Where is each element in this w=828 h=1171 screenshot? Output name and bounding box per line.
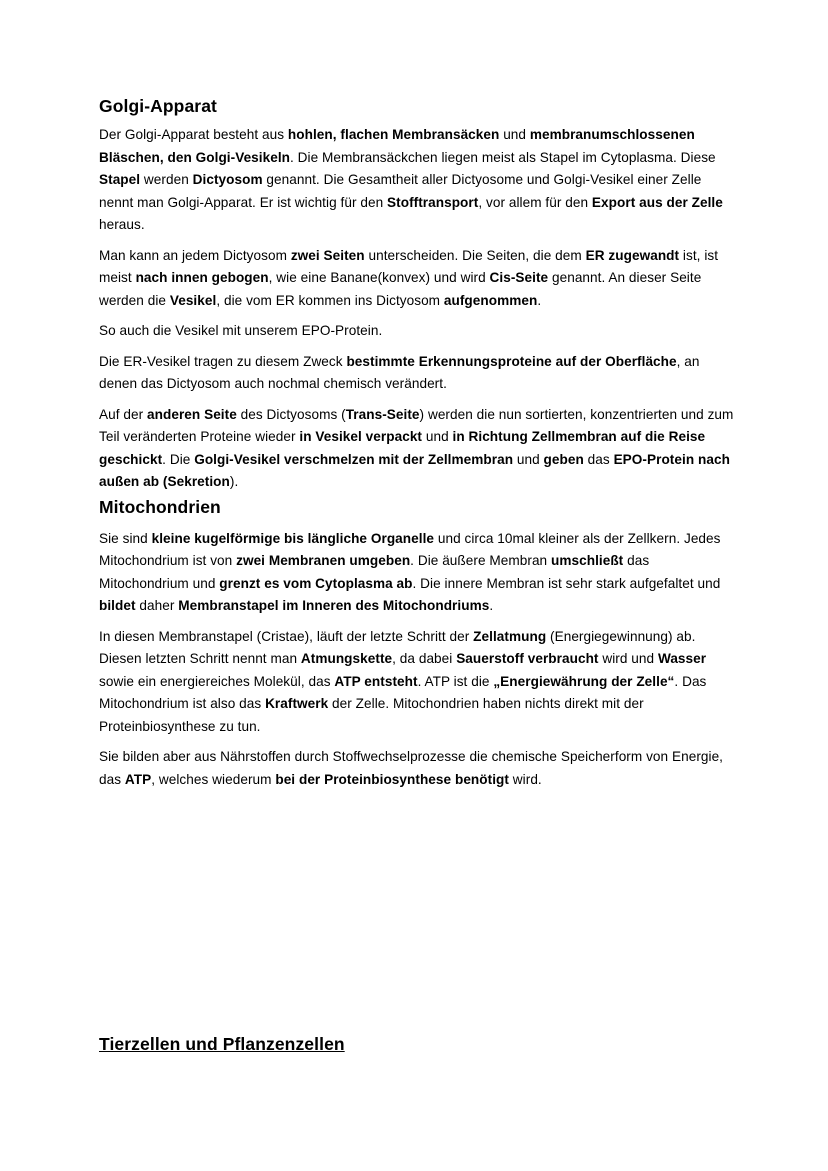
text-run: und xyxy=(513,451,544,467)
paragraph-trans-seite xyxy=(99,404,739,494)
document-page xyxy=(99,96,739,791)
bold-text-run: geben xyxy=(543,451,584,467)
bold-text-run: EPO-Protein nach außen ab (Sekretion xyxy=(99,451,730,489)
bold-text-run: Membranstapel im Inneren des Mitochondriums xyxy=(178,598,490,613)
bold-text-run: Sauerstoff verbraucht xyxy=(456,651,599,666)
text-run: wird und xyxy=(598,651,658,666)
text-run: der Zelle. Mitochondrien haben nichts direkt mit der Proteinbiosynthese zu tun. xyxy=(99,696,644,734)
text-run: ) werden die nun sortierten, konzentrierten und zum Teil veränderten Proteine wieder xyxy=(99,406,734,444)
text-run: wird. xyxy=(508,771,542,787)
text-run: ). xyxy=(229,474,239,489)
bold-text-run: Zellatmung xyxy=(473,628,547,644)
heading-mitochondrien: Mitochondrien xyxy=(99,496,221,517)
bold-text-run: umschließt xyxy=(551,553,624,568)
text-run: , da dabei xyxy=(392,651,457,666)
text-run: Sie sind xyxy=(99,530,152,546)
heading-tierzellen-pflanzenzellen: Tierzellen und Pflanzenzellen xyxy=(99,1034,345,1054)
bold-text-run: in Richtung Zellmembran auf die Reise geschickt xyxy=(99,429,706,467)
bold-text-run: Wasser xyxy=(657,651,707,666)
text-run: In diesen Membranstapel (Cristae), läuft der letzte Schritt der xyxy=(99,628,474,644)
text-run: ist, ist meist xyxy=(99,247,719,285)
text-run: Sie bilden aber aus Nährstoffen durch Stoffwechselprozesse die chemische Speicherform von Energie, das xyxy=(99,749,724,787)
paragraph-erkennungsproteine xyxy=(99,351,739,396)
bold-text-run: Trans-Seite xyxy=(345,406,420,422)
text-run: . Die innere Membran ist sehr stark aufgefaltet und xyxy=(412,575,721,591)
bold-text-run: kleine kugelförmige bis längliche Organelle xyxy=(151,530,435,546)
text-run: genannt. Die Gesamtheit aller Dictyosome und Golgi-Vesikel einer Zelle nennt man Golgi-Apparat. Er ist wichtig für den xyxy=(99,172,702,210)
bold-text-run: anderen Seite xyxy=(147,406,237,422)
bold-text-run: ATP xyxy=(124,771,152,787)
paragraph-golgi-structure xyxy=(99,124,739,237)
text-run: , wie eine Banane(konvex) und wird xyxy=(268,270,490,285)
bold-text-run: bildet xyxy=(99,598,136,613)
bold-text-run: Export aus der Zelle xyxy=(591,194,723,210)
bold-text-run: Stofftransport xyxy=(387,194,479,210)
bold-text-run: Kraftwerk xyxy=(265,696,329,711)
bold-text-run: zwei Membranen umgeben xyxy=(236,553,411,568)
text-run: unterscheiden. Die Seiten, die dem xyxy=(364,247,586,263)
bold-text-run: ATP entsteht xyxy=(334,673,418,689)
bold-text-run: Cis-Seite xyxy=(489,270,549,285)
heading-golgi-apparat: Golgi-Apparat xyxy=(99,96,217,116)
bold-text-run: in Vesikel verpackt xyxy=(299,429,423,444)
paragraph-dictyosom-sides xyxy=(99,245,739,313)
text-run: . xyxy=(489,598,494,613)
paragraph-mitochondrien-structure xyxy=(99,528,739,618)
bold-text-run: bestimmte Erkennungsproteine auf der Oberfläche xyxy=(346,353,677,369)
text-run: Die ER-Vesikel tragen zu diesem Zweck xyxy=(99,353,347,369)
text-run: heraus. xyxy=(99,217,145,232)
bold-text-run: nach innen gebogen xyxy=(135,270,269,285)
text-run: So auch die Vesikel mit unserem EPO-Protein. xyxy=(99,323,383,338)
text-run: Man kann an jedem Dictyosom xyxy=(99,247,291,263)
bold-text-run: hohlen, flachen Membransäcken xyxy=(287,127,500,142)
paragraph-epo-vesikel xyxy=(99,320,739,343)
bold-text-run: bei der Proteinbiosynthese benötigt xyxy=(275,771,509,787)
bold-text-run: Dictyosom xyxy=(192,172,263,187)
text-run: , welches wiederum xyxy=(151,771,276,787)
bold-text-run: Stapel xyxy=(99,172,141,187)
text-run: genannt. An dieser Seite werden die xyxy=(99,270,702,308)
text-run: , an denen das Dictyosom auch nochmal chemisch verändert. xyxy=(99,353,700,391)
text-run: und xyxy=(422,429,453,444)
paragraph-atp xyxy=(99,746,739,791)
text-run: , vor allem für den xyxy=(478,194,592,210)
bold-text-run: zwei Seiten xyxy=(290,247,365,263)
text-run: des Dictyosoms ( xyxy=(236,406,346,422)
text-run: das xyxy=(583,451,614,467)
paragraph-zellatmung xyxy=(99,626,739,739)
text-run: das Mitochondrium und xyxy=(99,553,650,591)
text-run: und circa 10mal kleiner als der Zellkern. Jedes Mitochondrium ist von xyxy=(99,530,721,568)
text-run: und xyxy=(499,127,530,142)
text-run: werden xyxy=(140,172,193,187)
bold-text-run: membranumschlossenen Bläschen, den Golgi-Vesikeln xyxy=(99,127,695,165)
bold-text-run: grenzt es vom Cytoplasma ab xyxy=(219,575,413,591)
bold-text-run: „Energiewährung der Zelle“ xyxy=(493,673,675,689)
text-run: . Die xyxy=(162,451,195,467)
text-run: Der Golgi-Apparat besteht aus xyxy=(99,127,288,142)
text-run: (Energiegewinnung) ab. Diesen letzten Schritt nennt man xyxy=(99,628,696,666)
bold-text-run: Atmungskette xyxy=(300,651,393,666)
text-run: . Die Membransäckchen liegen meist als Stapel im Cytoplasma. Diese xyxy=(290,149,716,165)
text-run: daher xyxy=(135,598,179,613)
text-run: sowie ein energiereiches Molekül, das xyxy=(99,673,335,689)
text-run: . ATP ist die xyxy=(417,673,494,689)
text-run: Auf der xyxy=(99,406,148,422)
text-run: , die vom ER kommen ins Dictyosom xyxy=(216,292,444,308)
bold-text-run: ER zugewandt xyxy=(585,247,680,263)
bold-text-run: aufgenommen xyxy=(443,292,538,308)
bold-text-run: Golgi-Vesikel verschmelzen mit der Zellmembran xyxy=(194,451,514,467)
bold-text-run: Vesikel xyxy=(169,292,217,308)
text-run: . Das Mitochondrium ist also das xyxy=(99,673,707,711)
text-run: . xyxy=(537,292,542,308)
text-run: . Die äußere Membran xyxy=(410,553,551,568)
